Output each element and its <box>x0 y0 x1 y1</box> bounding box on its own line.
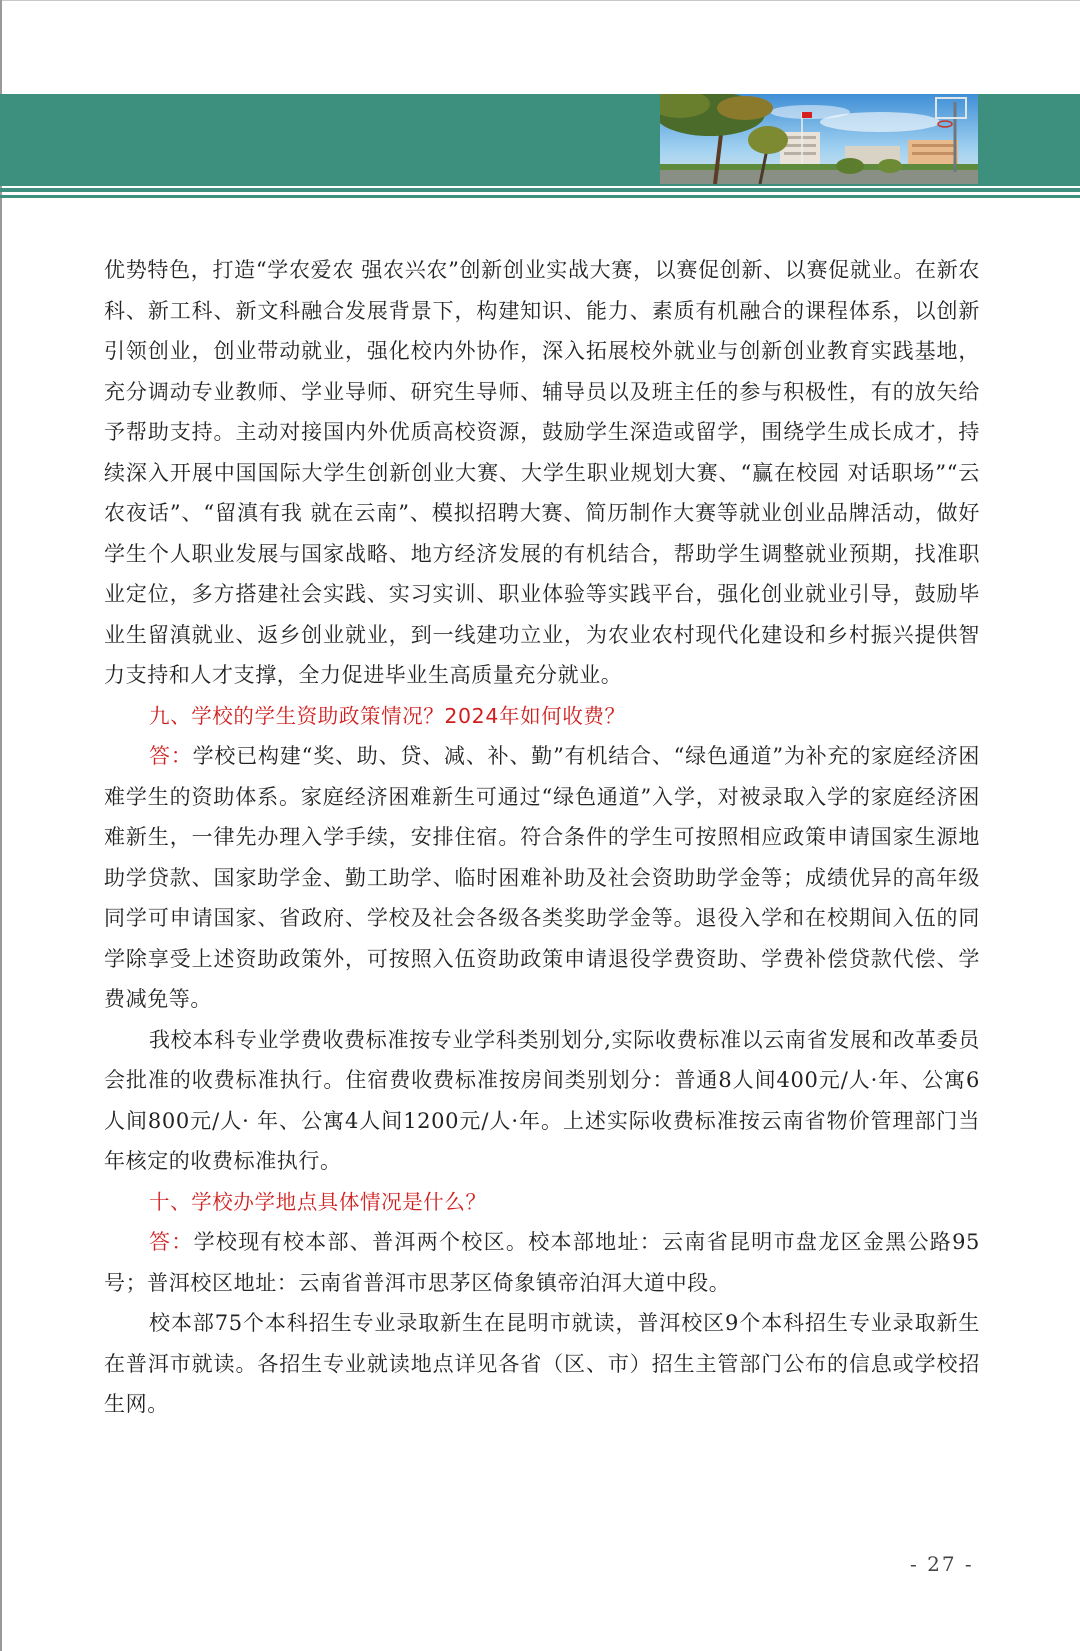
campus-photo-icon <box>660 94 978 184</box>
page-number: - 27 - <box>910 1552 974 1576</box>
paragraph-campus-address <box>104 1222 980 1303</box>
answer-text-campus-address: 学校现有校本部、普洱两个校区。校本部地址：云南省昆明市盘龙区金黑公路95号；普洱校区地址：云南省普洱市思茅区倚象镇帝泊洱大道中段。 <box>104 1230 980 1295</box>
paragraph-campus-majors: 校本部75个本科招生专业录取新生在昆明市就读，普洱校区9个本科招生专业录取新生在普洱市就读。各招生专业就读地点详见各省（区、市）招生主管部门公布的信息或学校招生网。 <box>104 1311 980 1416</box>
header-rule-thick <box>0 188 1080 192</box>
section-heading-campus-location: 十、学校办学地点具体情况是什么？ <box>149 1189 487 1214</box>
page-border-left <box>0 0 2 1651</box>
section-heading-financial-aid: 九、学校的学生资助政策情况？2024年如何收费？ <box>149 703 626 728</box>
answer-text-financial-aid: 学校已构建“奖、助、贷、减、补、勤”有机结合、“绿色通道”为补充的家庭经济困难学生的资助体系。家庭经济困难新生可通过“绿色通道”入学，对被录取入学的家庭经济困难新生，一律先办理入学手续，安排住宿。符合条件的学生可按照相应政策申请国家生源地助学贷款、国家助学金、勤工助学、临时困难补助及社会资助助学金等；成绩优异的高年级同学可申请国家、省政府、学校及社会各级各类奖助学金等。退役入学和在校期间入伍的同学除享受上述资助政策外，可按照入伍资助政策申请退役学费资助、学费补偿贷款代偿、学费减免等。 <box>104 744 980 1011</box>
header-rule-thin <box>0 195 1080 198</box>
answer-label: 答： <box>149 744 193 768</box>
document-body <box>104 250 980 1425</box>
paragraph-tuition: 我校本科专业学费收费标准按专业学科类别划分,实际收费标准以云南省发展和改革委员会批准的收费标准执行。住宿费收费标准按房间类别划分：普通8人间400元/人·年、公寓6人间800元/人· 年、公寓4人间1200元/人·年。上述实际收费标准按云南省物价管理部门当年核定的收费标准执行。 <box>104 1027 980 1173</box>
paragraph-financial-aid <box>104 736 980 1020</box>
page-border-top <box>0 0 1080 1</box>
paragraph-employment: 优势特色，打造“学农爱农 强农兴农”创新创业实战大赛，以赛促创新、以赛促就业。在新农科、新工科、新文科融合发展背景下，构建知识、能力、素质有机融合的课程体系，以创新引领创业，创业带动就业，强化校内外协作，深入拓展校外就业与创新创业教育实践基地，充分调动专业教师、学业导师、研究生导师、辅导员以及班主任的参与积极性，有的放矢给予帮助支持。主动对接国内外优质高校资源，鼓励学生深造或留学，围绕学生成长成才，持续深入开展中国国际大学生创新创业大赛、大学生职业规划大赛、“赢在校园 对话职场”“云农夜话”、“留滇有我 就在云南”、模拟招聘大赛、简历制作大赛等就业创业品牌活动，做好学生个人职业发展与国家战略、地方经济发展的有机结合，帮助学生调整就业预期，找准职业定位，多方搭建社会实践、实习实训、职业体验等实践平台，强化创业就业引导，鼓励毕业生留滇就业、返乡创业就业，到一线建功立业，为农业农村现代化建设和乡村振兴提供智力支持和人才支撑，全力促进毕业生高质量充分就业。 <box>104 258 980 687</box>
answer-label: 答： <box>149 1230 194 1254</box>
